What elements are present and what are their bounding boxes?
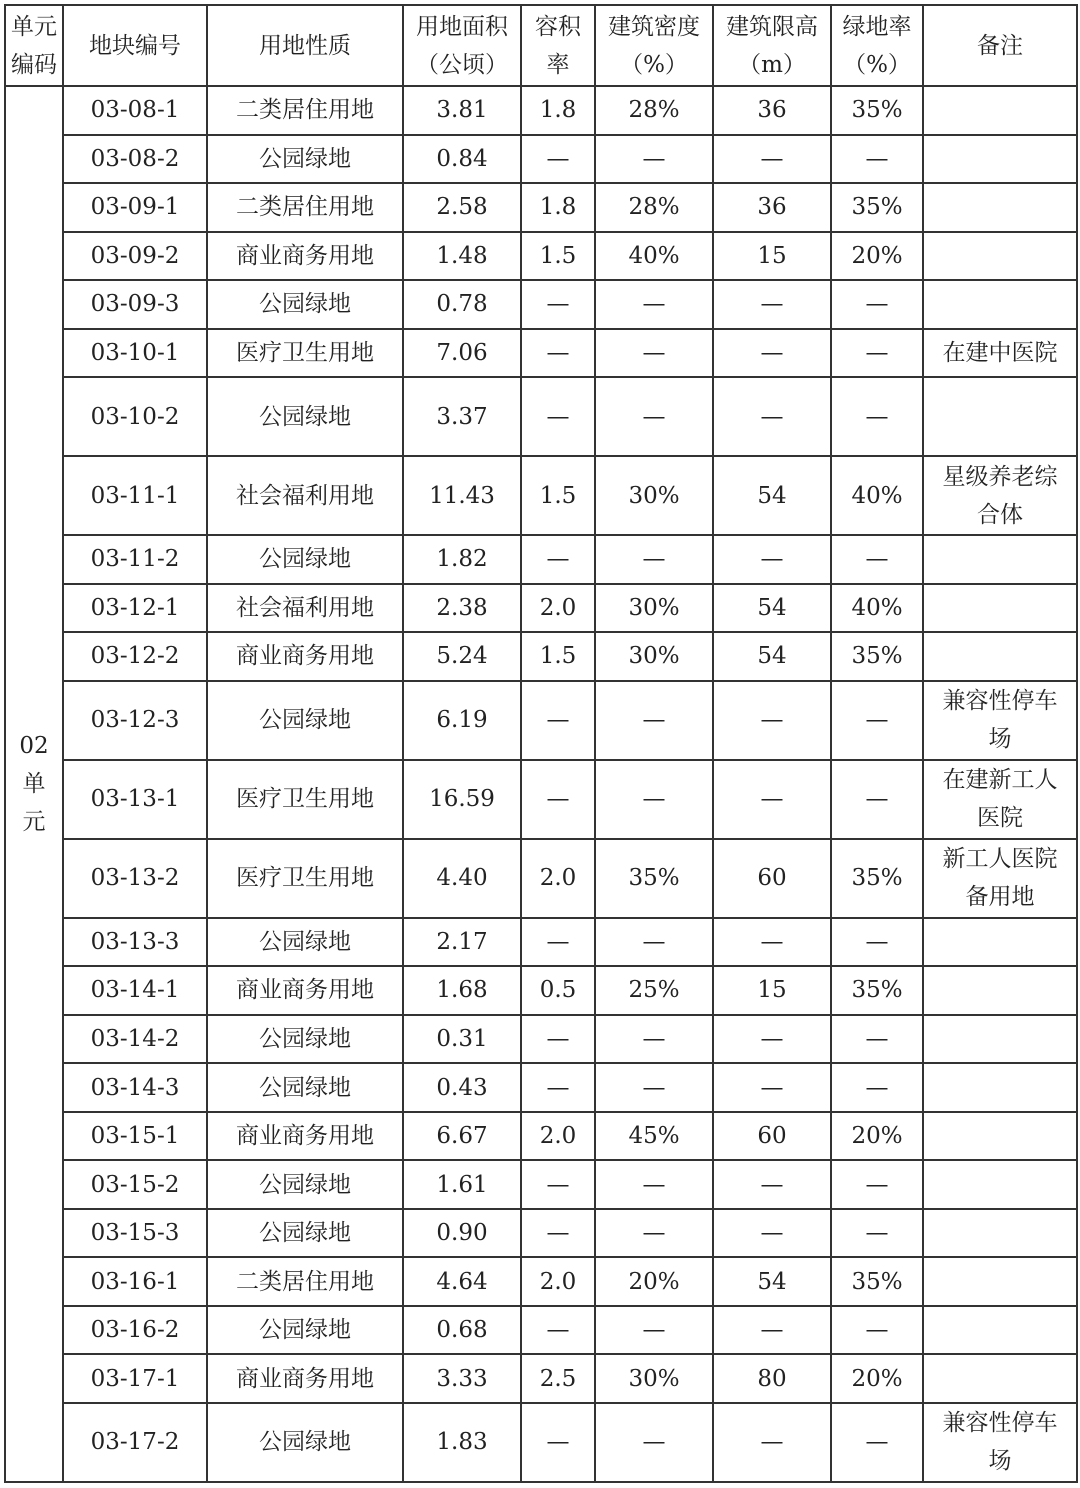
height-cell: 15 [713, 966, 831, 1015]
density-cell: — [595, 1306, 713, 1355]
table-row [5, 1063, 1077, 1112]
table-row [5, 232, 1077, 281]
density-cell: 30% [595, 584, 713, 633]
height-cell: 54 [713, 632, 831, 681]
area-cell: 0.68 [403, 1306, 521, 1355]
notes-cell [923, 232, 1077, 281]
density-cell: 25% [595, 966, 713, 1015]
table-row [5, 1015, 1077, 1064]
height-cell: — [713, 1063, 831, 1112]
header-land-use: 用地性质 [207, 5, 403, 86]
land-use-cell: 医疗卫生用地 [207, 839, 403, 918]
density-cell: — [595, 1403, 713, 1482]
header-row [5, 5, 1077, 86]
far-cell: — [521, 760, 595, 839]
land-use-cell: 社会福利用地 [207, 456, 403, 535]
table-row [5, 760, 1077, 839]
table-row [5, 456, 1077, 535]
density-cell: 45% [595, 1112, 713, 1161]
plot-number-cell: 03-09-1 [63, 183, 207, 232]
density-cell: 30% [595, 456, 713, 535]
height-cell: 54 [713, 1257, 831, 1306]
land-use-cell: 商业商务用地 [207, 966, 403, 1015]
table-body [5, 86, 1077, 1482]
table-row [5, 183, 1077, 232]
notes-cell [923, 584, 1077, 633]
plot-number-cell: 03-14-1 [63, 966, 207, 1015]
height-cell: — [713, 681, 831, 760]
green-ratio-cell: — [831, 280, 923, 329]
notes-cell [923, 183, 1077, 232]
notes-cell [923, 86, 1077, 135]
header-area: 用地面积 （公顷） [403, 5, 521, 86]
far-cell: — [521, 135, 595, 184]
far-cell: — [521, 1209, 595, 1258]
far-cell: — [521, 377, 595, 456]
table-row [5, 1403, 1077, 1482]
notes-cell [923, 918, 1077, 967]
green-ratio-cell: 20% [831, 1112, 923, 1161]
green-ratio-cell: — [831, 1063, 923, 1112]
area-cell: 1.48 [403, 232, 521, 281]
area-cell: 4.40 [403, 839, 521, 918]
notes-cell: 星级养老综 合体 [923, 456, 1077, 535]
table-row [5, 1160, 1077, 1209]
far-cell: 1.8 [521, 183, 595, 232]
land-use-cell: 公园绿地 [207, 377, 403, 456]
table-row [5, 1257, 1077, 1306]
height-cell: — [713, 918, 831, 967]
table-row [5, 918, 1077, 967]
header-green: 绿地率 （%） [831, 5, 923, 86]
height-cell: — [713, 135, 831, 184]
area-cell: 3.33 [403, 1354, 521, 1403]
plot-number-cell: 03-16-1 [63, 1257, 207, 1306]
area-cell: 16.59 [403, 760, 521, 839]
area-cell: 3.81 [403, 86, 521, 135]
density-cell: 35% [595, 839, 713, 918]
table-row [5, 535, 1077, 584]
area-cell: 0.90 [403, 1209, 521, 1258]
height-cell: — [713, 1160, 831, 1209]
density-cell: — [595, 1209, 713, 1258]
far-cell: 1.8 [521, 86, 595, 135]
height-cell: 60 [713, 1112, 831, 1161]
notes-cell [923, 1209, 1077, 1258]
green-ratio-cell: 20% [831, 1354, 923, 1403]
green-ratio-cell: 40% [831, 456, 923, 535]
green-ratio-cell: — [831, 535, 923, 584]
density-cell: — [595, 1160, 713, 1209]
height-cell: — [713, 1015, 831, 1064]
notes-cell [923, 1257, 1077, 1306]
plot-number-cell: 03-16-2 [63, 1306, 207, 1355]
green-ratio-cell: — [831, 918, 923, 967]
green-ratio-cell: — [831, 681, 923, 760]
area-cell: 2.17 [403, 918, 521, 967]
table-row [5, 1209, 1077, 1258]
land-use-cell: 医疗卫生用地 [207, 760, 403, 839]
green-ratio-cell: 40% [831, 584, 923, 633]
plot-number-cell: 03-08-2 [63, 135, 207, 184]
far-cell: — [521, 918, 595, 967]
height-cell: 54 [713, 456, 831, 535]
header-far: 容积 率 [521, 5, 595, 86]
far-cell: 2.0 [521, 1257, 595, 1306]
green-ratio-cell: 35% [831, 839, 923, 918]
plot-number-cell: 03-12-2 [63, 632, 207, 681]
density-cell: — [595, 1063, 713, 1112]
table-row [5, 1112, 1077, 1161]
land-use-cell: 商业商务用地 [207, 1112, 403, 1161]
land-use-cell: 二类居住用地 [207, 183, 403, 232]
land-use-cell: 商业商务用地 [207, 1354, 403, 1403]
green-ratio-cell: — [831, 1160, 923, 1209]
far-cell: — [521, 1306, 595, 1355]
far-cell: — [521, 280, 595, 329]
density-cell: 40% [595, 232, 713, 281]
far-cell: — [521, 681, 595, 760]
table-row [5, 1354, 1077, 1403]
notes-cell: 新工人医院 备用地 [923, 839, 1077, 918]
unit-code-cell: 02单 元 [5, 86, 63, 1482]
table-row [5, 681, 1077, 760]
density-cell: — [595, 918, 713, 967]
height-cell: — [713, 1209, 831, 1258]
plot-number-cell: 03-15-2 [63, 1160, 207, 1209]
height-cell: — [713, 377, 831, 456]
density-cell: — [595, 535, 713, 584]
density-cell: — [595, 1015, 713, 1064]
land-use-cell: 公园绿地 [207, 1403, 403, 1482]
green-ratio-cell: 35% [831, 86, 923, 135]
notes-cell [923, 280, 1077, 329]
table-row [5, 135, 1077, 184]
land-use-cell: 公园绿地 [207, 1015, 403, 1064]
notes-cell [923, 535, 1077, 584]
plot-number-cell: 03-11-2 [63, 535, 207, 584]
area-cell: 5.24 [403, 632, 521, 681]
green-ratio-cell: 35% [831, 632, 923, 681]
plot-number-cell: 03-14-2 [63, 1015, 207, 1064]
plot-number-cell: 03-13-3 [63, 918, 207, 967]
height-cell: 54 [713, 584, 831, 633]
area-cell: 2.58 [403, 183, 521, 232]
green-ratio-cell: 35% [831, 1257, 923, 1306]
green-ratio-cell: — [831, 1403, 923, 1482]
green-ratio-cell: — [831, 329, 923, 378]
land-use-cell: 二类居住用地 [207, 86, 403, 135]
area-cell: 0.31 [403, 1015, 521, 1064]
far-cell: — [521, 1015, 595, 1064]
land-use-cell: 公园绿地 [207, 1306, 403, 1355]
green-ratio-cell: — [831, 377, 923, 456]
table-row [5, 280, 1077, 329]
notes-cell: 在建中医院 [923, 329, 1077, 378]
table-row [5, 632, 1077, 681]
header-height: 建筑限高 （m） [713, 5, 831, 86]
green-ratio-cell: 35% [831, 183, 923, 232]
green-ratio-cell: — [831, 1209, 923, 1258]
table-row [5, 1306, 1077, 1355]
notes-cell [923, 1112, 1077, 1161]
header-unit-code: 单元 编码 [5, 5, 63, 86]
plot-number-cell: 03-09-3 [63, 280, 207, 329]
density-cell: — [595, 329, 713, 378]
header-plot-no: 地块编号 [63, 5, 207, 86]
density-cell: — [595, 135, 713, 184]
area-cell: 6.19 [403, 681, 521, 760]
notes-cell [923, 377, 1077, 456]
far-cell: — [521, 1063, 595, 1112]
area-cell: 4.64 [403, 1257, 521, 1306]
density-cell: 28% [595, 183, 713, 232]
area-cell: 1.83 [403, 1403, 521, 1482]
land-use-cell: 公园绿地 [207, 681, 403, 760]
land-use-cell: 社会福利用地 [207, 584, 403, 633]
table-row [5, 966, 1077, 1015]
header-density: 建筑密度 （%） [595, 5, 713, 86]
green-ratio-cell: 20% [831, 232, 923, 281]
notes-cell [923, 1306, 1077, 1355]
notes-cell [923, 1015, 1077, 1064]
height-cell: 36 [713, 183, 831, 232]
plot-number-cell: 03-13-2 [63, 839, 207, 918]
density-cell: 28% [595, 86, 713, 135]
notes-cell: 兼容性停车 场 [923, 1403, 1077, 1482]
table-row [5, 839, 1077, 918]
notes-cell [923, 632, 1077, 681]
plot-number-cell: 03-15-3 [63, 1209, 207, 1258]
land-use-table [4, 4, 1078, 1483]
plot-number-cell: 03-17-1 [63, 1354, 207, 1403]
area-cell: 7.06 [403, 329, 521, 378]
area-cell: 1.61 [403, 1160, 521, 1209]
green-ratio-cell: — [831, 135, 923, 184]
notes-cell: 在建新工人 医院 [923, 760, 1077, 839]
plot-number-cell: 03-13-1 [63, 760, 207, 839]
notes-cell [923, 1063, 1077, 1112]
plot-number-cell: 03-11-1 [63, 456, 207, 535]
plot-number-cell: 03-12-1 [63, 584, 207, 633]
far-cell: 2.0 [521, 1112, 595, 1161]
far-cell: 1.5 [521, 632, 595, 681]
height-cell: — [713, 1403, 831, 1482]
far-cell: — [521, 329, 595, 378]
height-cell: — [713, 329, 831, 378]
density-cell: 30% [595, 1354, 713, 1403]
land-use-cell: 公园绿地 [207, 1160, 403, 1209]
far-cell: 2.5 [521, 1354, 595, 1403]
green-ratio-cell: — [831, 760, 923, 839]
land-use-cell: 公园绿地 [207, 135, 403, 184]
area-cell: 1.68 [403, 966, 521, 1015]
height-cell: — [713, 1306, 831, 1355]
density-cell: — [595, 280, 713, 329]
land-use-cell: 商业商务用地 [207, 632, 403, 681]
plot-number-cell: 03-10-1 [63, 329, 207, 378]
notes-cell [923, 1160, 1077, 1209]
notes-cell [923, 966, 1077, 1015]
area-cell: 0.78 [403, 280, 521, 329]
far-cell: — [521, 1403, 595, 1482]
far-cell: 1.5 [521, 232, 595, 281]
plot-number-cell: 03-09-2 [63, 232, 207, 281]
land-use-cell: 公园绿地 [207, 280, 403, 329]
height-cell: — [713, 280, 831, 329]
table-row [5, 584, 1077, 633]
far-cell: — [521, 1160, 595, 1209]
height-cell: 36 [713, 86, 831, 135]
area-cell: 0.84 [403, 135, 521, 184]
area-cell: 3.37 [403, 377, 521, 456]
land-use-cell: 二类居住用地 [207, 1257, 403, 1306]
density-cell: — [595, 760, 713, 839]
land-use-cell: 公园绿地 [207, 1209, 403, 1258]
height-cell: 15 [713, 232, 831, 281]
height-cell: — [713, 760, 831, 839]
density-cell: 20% [595, 1257, 713, 1306]
plot-number-cell: 03-12-3 [63, 681, 207, 760]
land-use-cell: 医疗卫生用地 [207, 329, 403, 378]
plot-number-cell: 03-14-3 [63, 1063, 207, 1112]
height-cell: 80 [713, 1354, 831, 1403]
land-use-cell: 公园绿地 [207, 535, 403, 584]
density-cell: — [595, 377, 713, 456]
height-cell: 60 [713, 839, 831, 918]
land-use-cell: 公园绿地 [207, 918, 403, 967]
far-cell: 2.0 [521, 839, 595, 918]
far-cell: 2.0 [521, 584, 595, 633]
far-cell: 1.5 [521, 456, 595, 535]
area-cell: 11.43 [403, 456, 521, 535]
land-use-cell: 公园绿地 [207, 1063, 403, 1112]
notes-cell [923, 135, 1077, 184]
plot-number-cell: 03-08-1 [63, 86, 207, 135]
plot-number-cell: 03-10-2 [63, 377, 207, 456]
table-row [5, 377, 1077, 456]
height-cell: — [713, 535, 831, 584]
plot-number-cell: 03-17-2 [63, 1403, 207, 1482]
header-notes: 备注 [923, 5, 1077, 86]
table-row [5, 86, 1077, 135]
far-cell: 0.5 [521, 966, 595, 1015]
density-cell: 30% [595, 632, 713, 681]
notes-cell [923, 1354, 1077, 1403]
area-cell: 0.43 [403, 1063, 521, 1112]
area-cell: 1.82 [403, 535, 521, 584]
notes-cell: 兼容性停车 场 [923, 681, 1077, 760]
land-use-cell: 商业商务用地 [207, 232, 403, 281]
green-ratio-cell: 35% [831, 966, 923, 1015]
plot-number-cell: 03-15-1 [63, 1112, 207, 1161]
green-ratio-cell: — [831, 1015, 923, 1064]
far-cell: — [521, 535, 595, 584]
density-cell: — [595, 681, 713, 760]
green-ratio-cell: — [831, 1306, 923, 1355]
area-cell: 6.67 [403, 1112, 521, 1161]
area-cell: 2.38 [403, 584, 521, 633]
table-row [5, 329, 1077, 378]
